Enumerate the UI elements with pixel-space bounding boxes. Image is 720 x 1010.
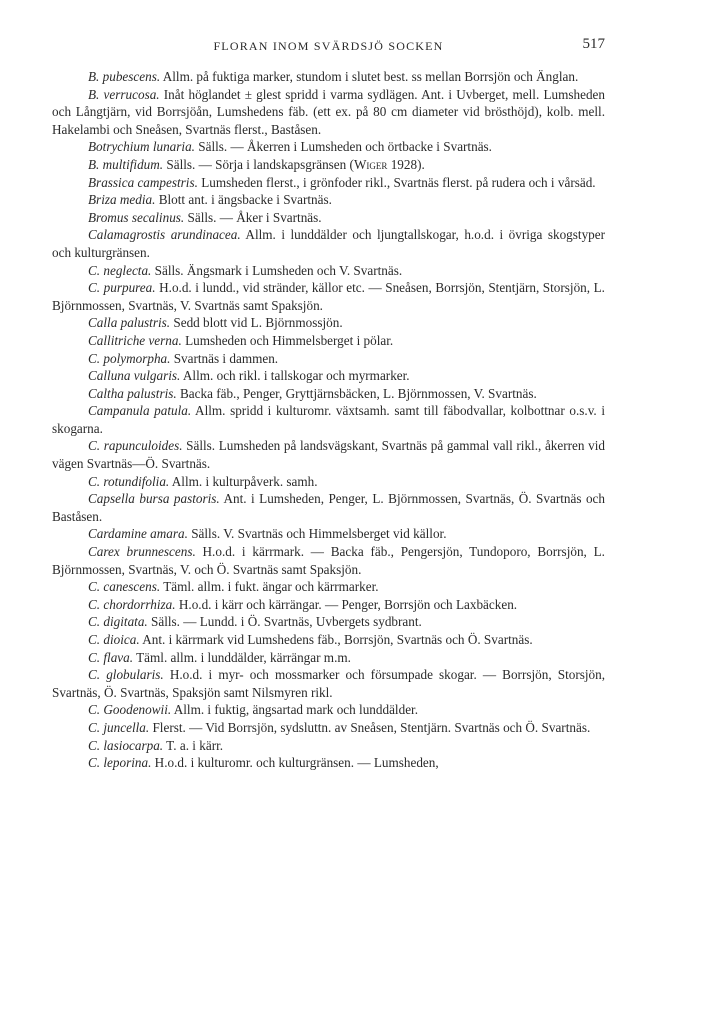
species-description: Ant. i kärrmark vid Lumshedens fäb., Borrsjön, Svartnäs och Ö. Svartnäs. — [139, 632, 533, 647]
species-entry — [52, 262, 605, 280]
species-name: B. multifidum. — [88, 156, 164, 172]
species-name: C. neglecta. — [88, 262, 152, 278]
species-description: Allm. i kulturpåverk. samh. — [169, 473, 318, 489]
species-description: Sälls. Ängsmark i Lumsheden och V. Svartnäs. — [151, 262, 403, 278]
species-entry — [52, 367, 605, 385]
species-entry — [52, 543, 605, 578]
species-entry — [52, 68, 605, 86]
species-name: C. chordorrhiza. — [88, 596, 176, 612]
species-entry — [52, 174, 605, 192]
species-entry — [52, 666, 605, 701]
species-description: Sälls. — Åker i Svartnäs. — [184, 209, 322, 225]
species-entry — [52, 613, 605, 631]
species-description: Allm. spridd i kulturomr. växtsamh. samt till fäbodvallar, kolbottnar o.s.v. i skogarna. — [52, 403, 606, 436]
species-name: C. globularis. — [88, 667, 164, 683]
species-name: Calamagrostis arundinacea. — [88, 227, 241, 243]
species-entry — [52, 525, 605, 543]
species-entry — [52, 314, 605, 332]
author-name: Wiger — [353, 156, 388, 172]
species-list — [52, 68, 605, 772]
species-description: Allm. och rikl. i tallskogar och myrmarker. — [180, 368, 410, 384]
species-description: H.o.d. i kärr och kärrängar. — Penger, Borrsjön och Laxbäcken. — [175, 596, 518, 612]
species-description: Svartnäs i dammen. — [170, 350, 279, 366]
species-description: H.o.d. i lundd., vid stränder, källor etc. — Sneåsen, Borrsjön, Stentjärn, Storsjön, L. Björnmossen, Svartnäs, V. Svartnäs samt Spaksjön. — [52, 280, 605, 313]
species-description: T. a. i kärr. — [163, 737, 224, 753]
species-name: C. canescens. — [88, 579, 161, 595]
running-title: FLORAN INOM SVÄRDSJÖ SOCKEN — [213, 39, 444, 53]
species-name: Botrychium lunaria. — [88, 139, 195, 155]
species-name: Capsella bursa pastoris. — [88, 491, 220, 507]
species-entry — [52, 385, 605, 403]
running-header — [52, 36, 605, 56]
species-description: Täml. allm. i fukt. ängar och kärrmarker. — [160, 579, 379, 595]
species-description: Sälls. — Åkerren i Lumsheden och örtbacke i Svartnäs. — [194, 139, 492, 155]
species-entry — [52, 719, 605, 737]
species-name: Campanula patula. — [88, 403, 192, 419]
species-name: Caltha palustris. — [88, 385, 177, 401]
species-description: Allm. på fuktiga marker, stundom i slutet best. ss mellan Borrsjön och Änglan. — [160, 69, 579, 84]
species-entry — [52, 437, 605, 472]
species-name: C. rapunculoides. — [88, 438, 183, 454]
species-entry — [52, 754, 605, 772]
species-description: H.o.d. i myr- och mossmarker och försumpade skogar. — Borrsjön, Storsjön, Svartnäs, Ö. Svartnäs, Spaksjön samt Nilsmyren rikl. — [52, 667, 605, 700]
species-entry — [52, 737, 605, 755]
species-description: Sälls. V. Svartnäs och Himmelsberget vid källor. — [187, 526, 447, 542]
species-name: Calluna vulgaris. — [88, 368, 181, 384]
species-description: Allm. i fuktig, ängsartad mark och lunddälder. — [171, 702, 419, 718]
species-description: Lumsheden och Himmelsberget i pölar. — [181, 332, 394, 348]
species-name: B. pubescens. — [88, 69, 161, 84]
species-description: Flerst. — Vid Borrsjön, sydsluttn. av Sneåsen, Stentjärn. Svartnäs och Ö. Svartnäs. — [149, 719, 591, 735]
species-name: C. polymorpha. — [88, 350, 171, 366]
species-description: Lumsheden flerst., i grönfoder rikl., Svartnäs flerst. på rudera och i vårsäd. — [197, 174, 596, 190]
species-name: C. digitata. — [88, 614, 148, 630]
species-entry — [52, 226, 605, 261]
species-description: Sälls. Lumsheden på landsvägskant, Svartnäs på gammal vall rikl., åkerren vid vägen Svartnäs—Ö. Svartnäs. — [52, 438, 605, 472]
species-name: C. dioica. — [88, 632, 140, 647]
species-description: Sälls. — Sörja i landskapsgränsen ( — [163, 156, 354, 172]
species-name: C. lasiocarpa. — [88, 737, 164, 753]
species-entry — [52, 138, 605, 156]
species-entry — [52, 402, 605, 437]
species-name: C. Goodenowii. — [88, 702, 172, 718]
species-name: Brassica campestris. — [88, 174, 198, 190]
species-description: Sälls. — Lundd. i Ö. Svartnäs, Uvbergets sydbrant. — [147, 614, 422, 630]
page-number: 517 — [582, 36, 605, 52]
species-description: Täml. allm. i lunddälder, kärrängar m.m. — [133, 649, 351, 665]
species-description: Backa fäb., Penger, Gryttjärnsbäcken, L. Björnmossen, V. Svartnäs. — [176, 385, 537, 401]
species-name: Callitriche verna. — [88, 332, 182, 348]
species-name: Bromus secalinus. — [88, 209, 185, 225]
species-description: Sedd blott vid L. Björnmossjön. — [170, 315, 343, 331]
species-description-tail: 1928). — [387, 156, 425, 172]
species-entry — [52, 631, 605, 649]
species-entry — [52, 578, 605, 596]
species-entry — [52, 596, 605, 614]
species-entry — [52, 156, 605, 174]
species-entry — [52, 701, 605, 719]
species-description: Allm. i lunddälder och ljungtallskogar, h.o.d. i övriga skogstyper och kulturgränsen. — [52, 227, 605, 260]
species-name: C. juncella. — [88, 719, 150, 735]
species-name: C. flava. — [88, 649, 134, 665]
species-description: Ant. i Lumsheden, Penger, L. Björnmossen, Svartnäs, Ö. Svartnäs och Baståsen. — [52, 491, 605, 524]
species-name: Carex brunnescens. — [88, 544, 196, 560]
species-entry — [52, 350, 605, 368]
species-name: C. rotundifolia. — [88, 473, 170, 489]
species-name: C. purpurea. — [88, 280, 156, 296]
species-entry — [52, 86, 605, 139]
species-description: Blott ant. i ängsbacke i Svartnäs. — [155, 192, 332, 208]
species-description: Inåt höglandet ± glest spridd i varma sydlägen. Ant. i Uvberget, mell. Lumsheden och Långtjärn, vid Borrsjöån, Lumshedens fäb. (ett ex. på 80 cm diameter vid brösthöjd), kolb. mell. Hakelambi och Sneåsen, Svartnäs flerst., Baståsen. — [52, 86, 605, 137]
species-description: H.o.d. i kärrmark. — Backa fäb., Pengersjön, Tundoporo, Borrsjön, L. Björnmossen, Svartnäs, V. och Ö. Svartnäs samt Spaksjön. — [52, 544, 605, 577]
species-entry — [52, 473, 605, 491]
species-name: C. leporina. — [88, 755, 152, 771]
species-entry — [52, 191, 605, 209]
species-name: Calla palustris. — [88, 315, 171, 331]
species-entry — [52, 209, 605, 227]
species-name: Cardamine amara. — [88, 526, 188, 542]
species-entry — [52, 279, 605, 314]
species-description: H.o.d. i kulturomr. och kulturgränsen. — Lumsheden, — [151, 755, 439, 771]
species-entry — [52, 332, 605, 350]
page — [52, 36, 605, 772]
species-entry — [52, 490, 605, 525]
species-entry — [52, 649, 605, 667]
species-name: Briza media. — [88, 192, 156, 208]
species-name: B. verrucosa. — [88, 86, 160, 102]
